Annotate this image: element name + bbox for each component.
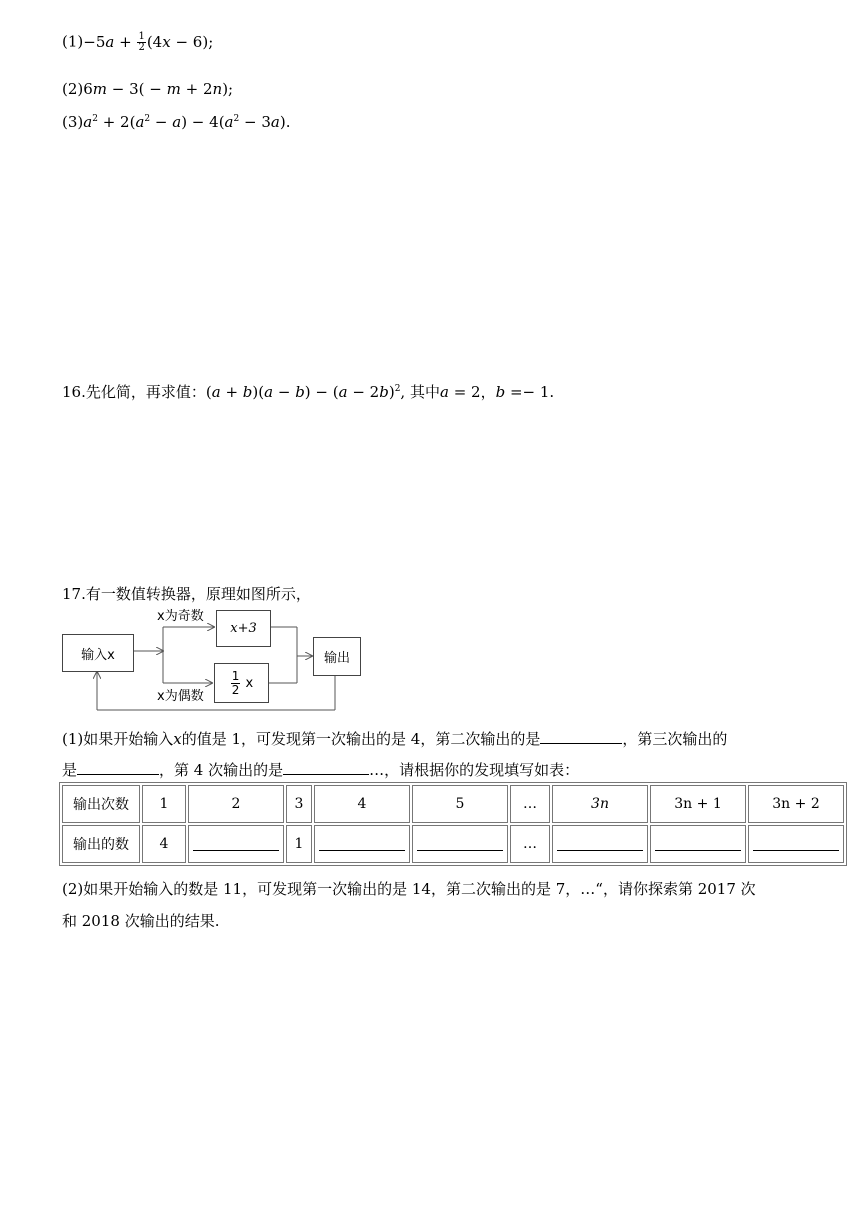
problem-2-expr: 6m − 3( − m + 2n); [83,80,234,98]
odd-operation-box [216,610,271,647]
question-17-number: 17. [62,585,86,603]
value-cell-blank[interactable] [314,825,410,863]
odd-condition-label: x为奇数 [157,609,204,624]
fraction-half: $\frac{1}{2}$ [138,31,145,53]
part-2-line-1: (2)如果开始输入的数是 11，可发现第一次输出的是 14，第二次输出的是 7，…“，请你探索第 2017 次 [62,880,756,898]
even-condition-label: x为偶数 [157,689,204,704]
count-cell: 3n + 1 [650,785,746,823]
input-box-label: 输入x [81,647,115,663]
odd-operation-label: x+3 [230,621,257,636]
table-answer-blank[interactable] [319,834,405,851]
part-1-text-e: ，第 4 次输出的是 [159,761,284,779]
value-cell-blank[interactable] [650,825,746,863]
count-cell: 1 [142,785,186,823]
value-cell: 1 [286,825,312,863]
part-1-text-c: ，第三次输出的 [622,730,728,748]
table-answer-blank[interactable] [557,834,643,851]
question-17 [62,583,311,604]
var-x: x [173,730,182,748]
table-row-values [62,825,844,863]
output-box [313,637,361,676]
answer-blank-second[interactable] [540,729,622,744]
part-1-text-f: …，请根据你的发现填写如表： [369,761,580,779]
output-box-label: 输出 [323,651,350,666]
output-table [59,782,847,866]
problem-3 [62,113,290,131]
row-header-values: 输出的数 [62,825,140,863]
count-cell: 5 [412,785,508,823]
problem-3-expr: $a^2 + 2(a^2 - a) - 4(a^2 - 3a)$. [83,113,291,131]
part-1-text-d: 是 [62,761,78,779]
table-answer-blank[interactable] [193,834,279,851]
question-16 [62,381,554,402]
question-16-number: 16. [62,383,86,401]
even-fraction: $\frac{1}{2}$ [231,668,240,697]
part-1-text-b: 的值是 1，可发现第一次输出的是 4，第二次输出的是 [181,730,541,748]
answer-blank-fourth[interactable] [283,760,369,775]
problem-1-label: (1) [62,32,84,51]
part-2-line-2: 和 2018 次输出的结果. [62,912,220,930]
part-1-text-a: (1)如果开始输入 [62,730,174,748]
table-answer-blank[interactable] [753,834,839,851]
count-cell: 3 [286,785,312,823]
value-cell-blank[interactable] [188,825,284,863]
question-16-cond-b: b =− 1. [495,383,555,401]
count-cell: … [510,785,550,823]
question-16-separator: ， [480,383,496,401]
question-16-text: 先化简，再求值： [85,383,206,401]
problem-2 [62,80,233,98]
part-1-line-1 [62,724,727,755]
table-answer-blank[interactable] [655,834,741,851]
answer-blank-third[interactable] [77,760,159,775]
value-cell-blank[interactable] [552,825,648,863]
problem-1 [62,32,213,53]
row-header-counts: 输出次数 [62,785,140,823]
problem-1-expr: −5a + $\frac{1}{2}$ (4x − 6); [83,31,214,53]
value-cell: … [510,825,550,863]
count-cell: 2 [188,785,284,823]
question-16-expr: $(a + b)(a - b) - (a - 2b)^2$ [205,383,401,401]
input-box [62,634,134,672]
count-cell: 3n + 2 [748,785,844,823]
table-answer-blank[interactable] [417,834,503,851]
even-operation-var: x [245,675,254,691]
question-16-cond-a: a = 2 [439,383,481,401]
count-cell: 3n [552,785,648,823]
value-cell-blank[interactable] [412,825,508,863]
table-row-counts [62,785,844,823]
problem-3-label: (3) [62,113,84,131]
problem-2-label: (2) [62,80,84,98]
value-cell: 4 [142,825,186,863]
question-16-where: , 其中 [400,383,440,401]
count-cell: 4 [314,785,410,823]
even-operation-box [214,663,269,703]
question-17-text: 有一数值转换器，原理如图所示， [85,585,311,603]
value-cell-blank[interactable] [748,825,844,863]
